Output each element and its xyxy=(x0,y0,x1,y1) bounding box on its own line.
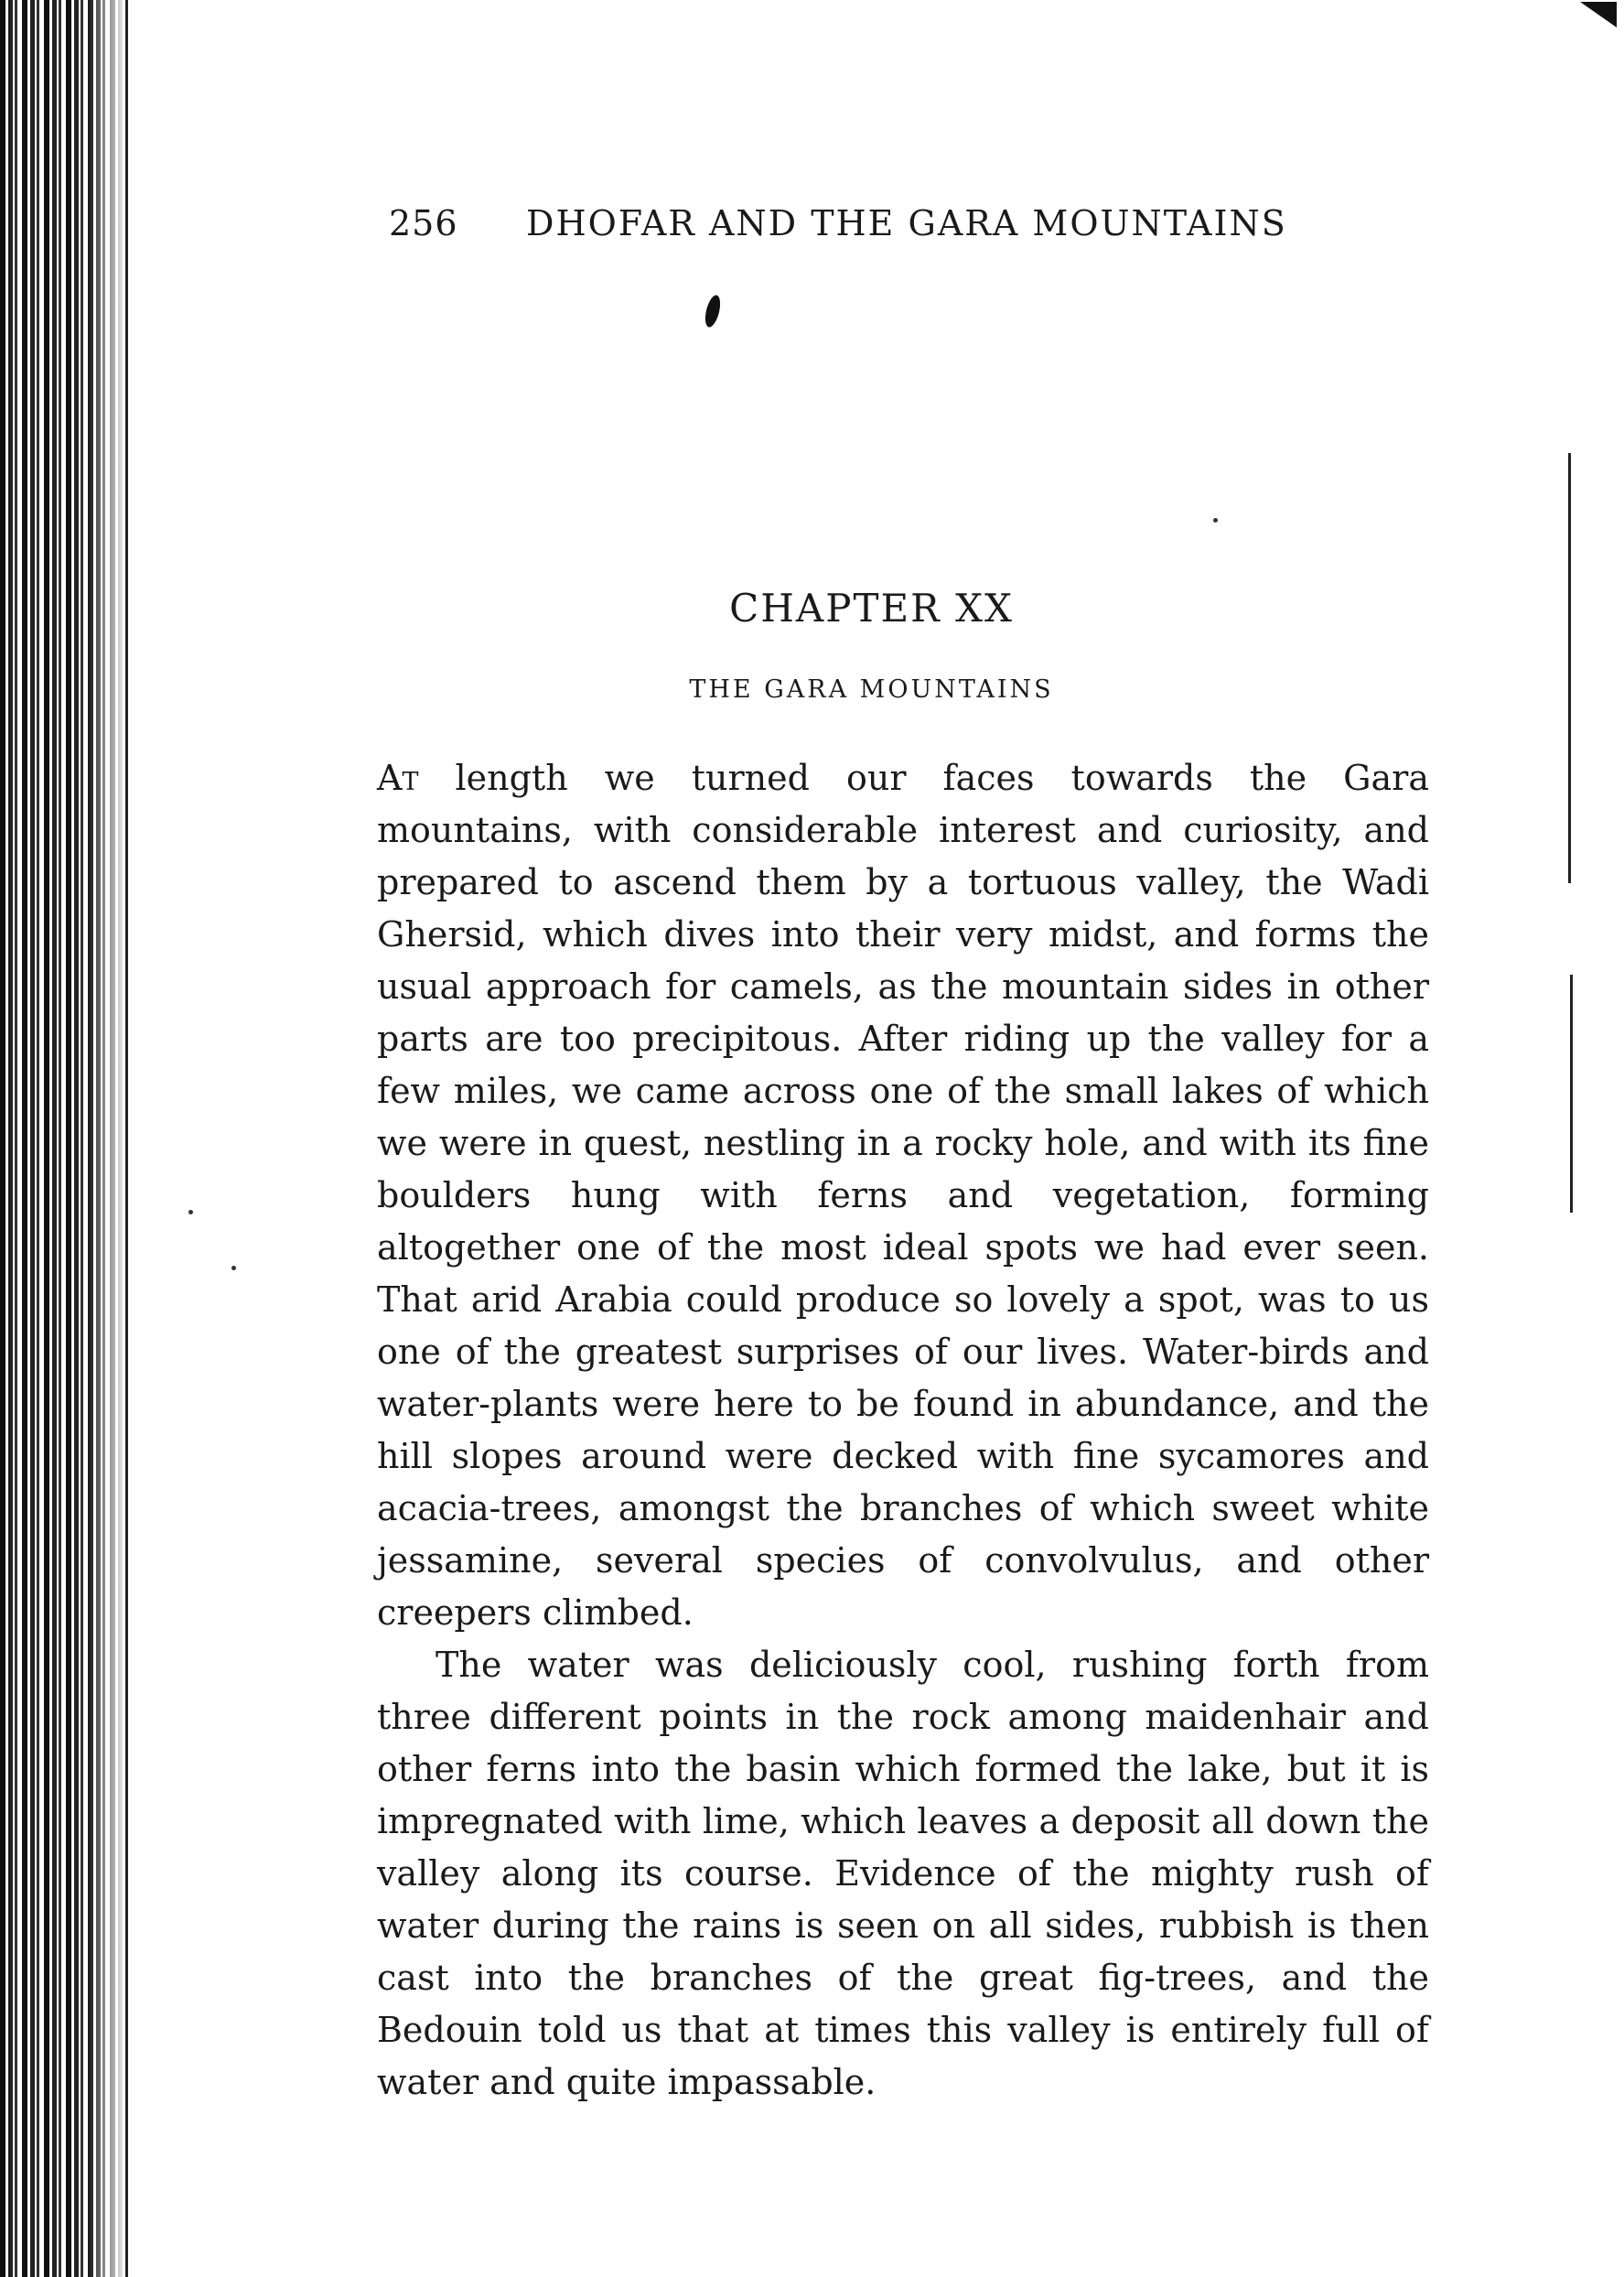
page-number: 256 xyxy=(389,203,458,243)
drop-cap-word: At xyxy=(377,758,419,798)
corner-mark xyxy=(1580,2,1617,27)
running-title: DHOFAR AND THE GARA MOUNTAINS xyxy=(526,203,1287,243)
body-text xyxy=(377,752,1429,2109)
paragraph-1 xyxy=(377,752,1429,1639)
paragraph-1-text: length we turned our faces towards the Gara mountains, with considerable interest and curiosity, and prepared to ascend them by a tortuous valley, the Wadi Ghersid, which dives into their very midst, and forms the usual approach for camels, as the mountain sides in other parts are too precipitous. After riding up the valley for a few miles, we came across one of the small lakes of which we were in quest, nestling in a rocky hole, and with its fine boulders hung with ferns and vegetation, forming altogether one of the most ideal spots we had ever seen. That arid Arabia could produce so lovely a spot, was to us one of the greatest surprises of our lives. Water-birds and water-plants were here to be found in abundance, and the hill slopes around were decked with fine sycamores and acacia-trees, amongst the branches of which sweet white jessamine, several species of convolvulus, and other creepers climbed. xyxy=(377,758,1429,1633)
binding-shadow xyxy=(87,0,128,2277)
paragraph-2: The water was deliciously cool, rushing forth from three different points in the rock among maidenhair and other ferns into the basin which formed the lake, but it is impregnated with lime, which leaves a deposit all down the valley along its course. Evidence of the mighty rush of water during the rains is seen on all sides, rubbish is then cast into the branches of the great fig-trees, and the Bedouin told us that at times this valley is entirely full of water and quite impassable. xyxy=(377,1645,1429,2102)
running-head xyxy=(389,203,1304,258)
page-speck xyxy=(188,1210,193,1214)
margin-mark xyxy=(1568,453,1571,883)
ink-blot xyxy=(703,294,723,329)
chapter-number: CHAPTER XX xyxy=(729,586,1014,631)
chapter-title: THE GARA MOUNTAINS xyxy=(689,675,1054,704)
gutter-line xyxy=(125,0,128,2277)
page-speck xyxy=(231,1266,236,1270)
margin-mark xyxy=(1570,975,1573,1213)
page-speck xyxy=(1213,518,1218,523)
